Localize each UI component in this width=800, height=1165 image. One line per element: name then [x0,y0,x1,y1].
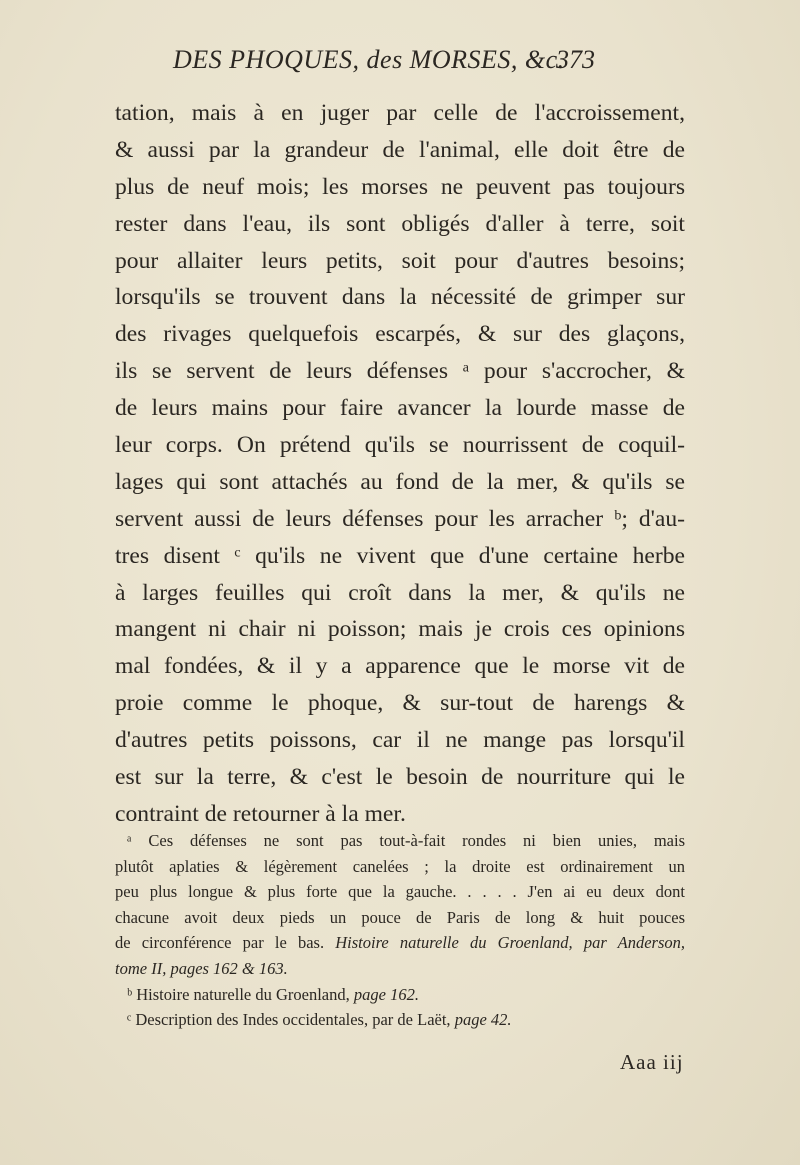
text-line: pour allaiter leurs petits, soit pour d'autres besoins; [115,247,685,274]
footnote-c-text: ᶜ Description des Indes occidentales, par de Laët, [127,1010,451,1030]
footnote-a-line [115,930,685,956]
text-line: rester dans l'eau, ils sont obligés d'aller à terre, soit [115,210,685,237]
footnote-b-page: page 162. [353,984,419,1004]
text-line: tation, mais à en juger par celle de l'accroissement, [115,100,685,126]
footnote-b [115,982,685,1008]
text-line: de leurs mains pour faire avancer la lourde masse de [115,395,685,422]
footnote-a-line: ᵃ Ces défenses ne sont pas tout-à-fait rondes ni bien unies, mais [127,831,685,850]
footnote-a-line: peu plus longue & plus forte que la gauche. . . . . J'en ai eu deux dont [115,882,685,902]
text-line: lages qui sont attachés au fond de la mer, & qu'ils se [115,468,685,495]
text-line: plus de neuf mois; les morses ne peuvent pas toujours [115,173,685,200]
footnote-b-text: ᵇ Histoire naturelle du Groenland, [127,984,350,1004]
text-line: d'autres petits poissons, car il ne mange pas lorsqu'il [115,727,685,754]
text-line: tres disent ᶜ qu'ils ne vivent que d'une certaine herbe [115,542,685,569]
text-line: à larges feuilles qui croît dans la mer, & qu'ils ne [115,579,685,606]
page-header [0,45,800,85]
footnote-a-line: chacune avoit deux pieds un pouce de Paris de long & huit pouces [115,907,685,927]
text-line: lorsqu'ils se trouvent dans la nécessité de grimper sur [115,284,685,311]
text-line: est sur la terre, & c'est le besoin de nourriture qui le [115,764,685,791]
footnote-a-line [115,956,685,982]
footnote-c-page: page 42. [454,1010,512,1030]
signature-mark: Aaa iij [620,1050,684,1074]
text-line: servent aussi de leurs défenses pour les arracher ᵇ; d'au- [115,505,685,532]
text-line: des rivages quelquefois escarpés, & sur des glaçons, [115,321,685,348]
page-number: 373 [556,45,595,74]
footnote-a-text: de circonférence par le bas. [115,933,325,953]
text-line: contraint de retourner à la mer. [115,800,406,827]
running-title: DES PHOQUES, des MORSES, &c. [173,45,565,74]
footnote-a-line: plutôt aplaties & légèrement canelées ; la droite est ordinairement un [115,856,685,876]
footnotes [115,828,685,1033]
text-line: proie comme le phoque, & sur-tout de harengs & [115,690,685,717]
footnote-a-reference-tail: tome II, pages 162 & 163. [115,958,288,978]
text-line: mal fondées, & il y a apparence que le morse vit de [115,653,685,680]
text-line: leur corps. On prétend qu'ils se nourrissent de coquil- [115,432,685,459]
main-text [115,95,685,833]
text-line: ils se servent de leurs défenses ᵃ pour s'accrocher, & [115,358,685,385]
text-line: mangent ni chair ni poisson; mais je crois ces opinions [115,616,685,643]
footnote-a-reference: Histoire naturelle du Groenland, par Anderson, [335,933,685,953]
footnote-c [115,1007,685,1033]
text-line: & aussi par la grandeur de l'animal, elle doit être de [115,136,685,163]
